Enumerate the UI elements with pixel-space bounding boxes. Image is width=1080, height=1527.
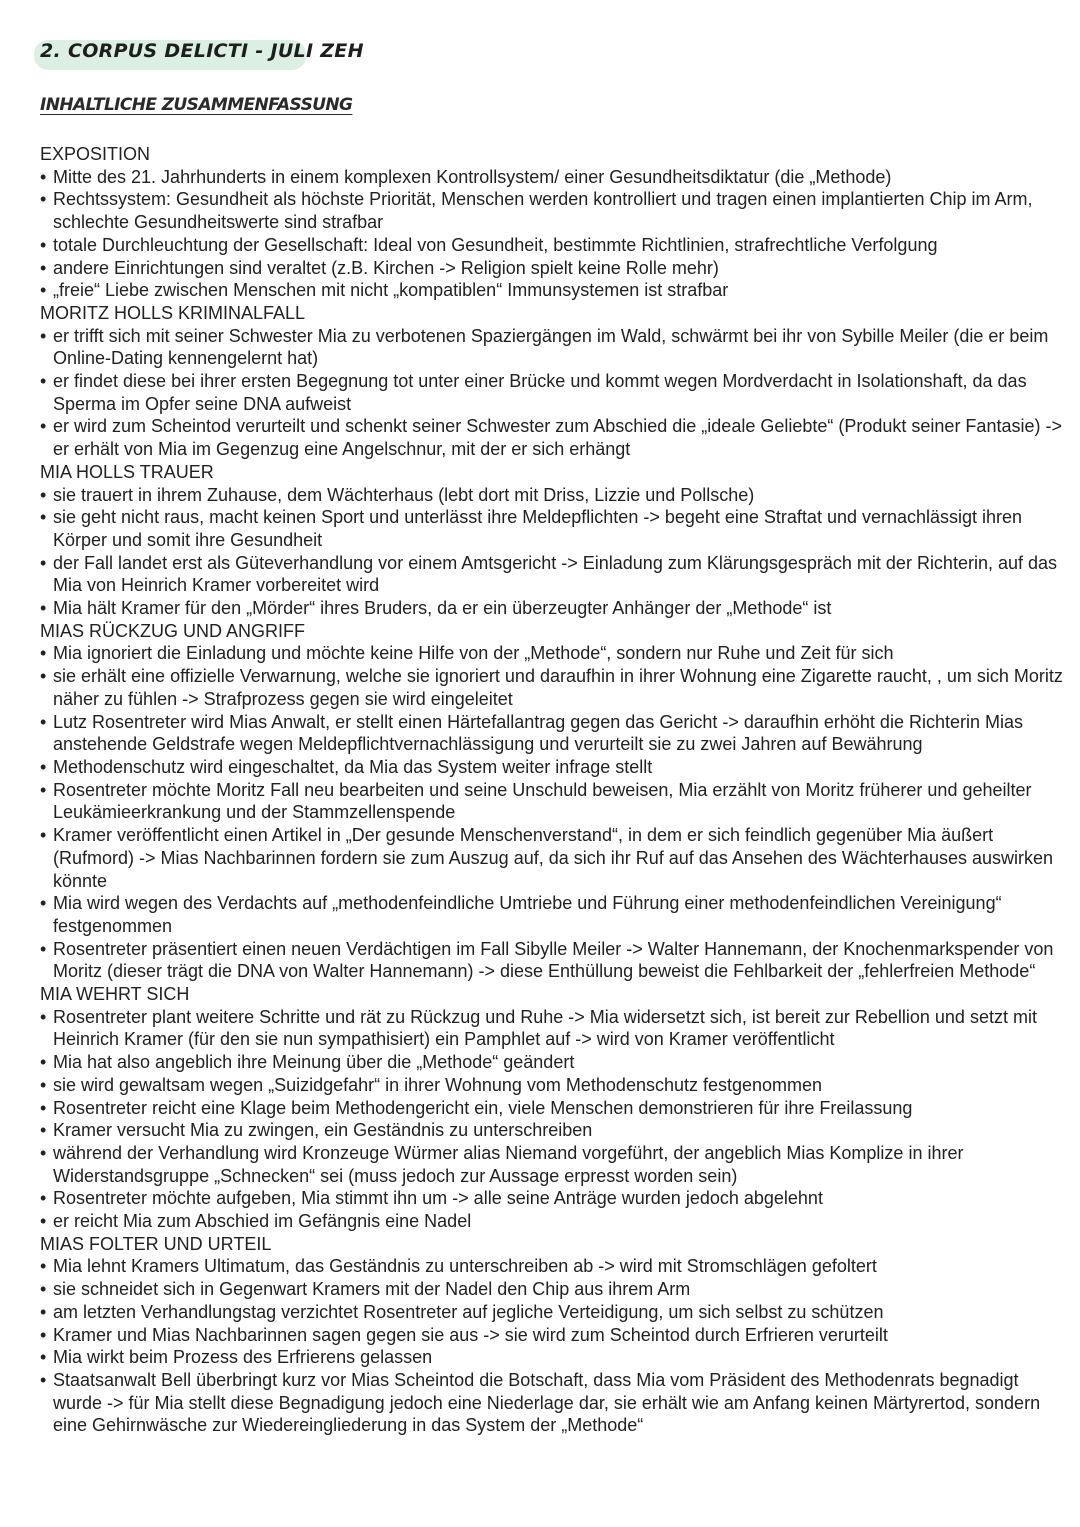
list-item: • Rosentreter plant weitere Schritte und rät zu Rückzug und Ruhe -> Mia widersetzt sich, ist bereit zur Rebellion und setzt mit Heinrich Kramer (für den sie nun sympathisiert) ein Pamphlet auf -> wird von Kramer veröffentlicht bbox=[40, 1006, 1070, 1051]
list-item: • während der Verhandlung wird Kronzeuge Würmer alias Niemand vorgeführt, der angeblich Mias Komplize in ihrer Widerstandsgruppe „Schnecken“ sei (muss jedoch zur Aussage erpresst worden sein) bbox=[40, 1142, 1070, 1187]
list-item: • er wird zum Scheintod verurteilt und schenkt seiner Schwester zum Abschied die „ideale Geliebte“ (Produkt seiner Fantasie) -> er erhält von Mia im Gegenzug eine Angelschnur, mit der er sich erhängt bbox=[40, 415, 1070, 460]
document-title: 2. CORPUS DELICTI - JULI ZEH bbox=[40, 40, 364, 62]
list-item: • er trifft sich mit seiner Schwester Mia zu verbotenen Spaziergängen im Wald, schwärmt bei ihr von Sybille Meiler (die er beim Online-Dating kennengelernt hat) bbox=[40, 325, 1070, 370]
list-item: • Kramer veröffentlicht einen Artikel in „Der gesunde Menschenverstand“, in dem er sich feindlich gegenüber Mia äußert (Rufmord) -> Mias Nachbarinnen fordern sie zum Auszug auf, da sich ihr Ruf auf das Ansehen des Wächterhauses auswirken könnte bbox=[40, 824, 1070, 892]
section-list bbox=[40, 1006, 1070, 1233]
list-item: • sie schneidet sich in Gegenwart Kramers mit der Nadel den Chip aus ihrem Arm bbox=[40, 1278, 1070, 1301]
list-item: • Rosentreter reicht eine Klage beim Methodengericht ein, viele Menschen demonstrieren für ihre Freilassung bbox=[40, 1097, 1070, 1120]
section-list bbox=[40, 166, 1070, 302]
list-item: • der Fall landet erst als Güteverhandlung vor einem Amtsgericht -> Einladung zum Klärungsgespräch mit der Richterin, auf das Mia von Heinrich Kramer vorbereitet wird bbox=[40, 552, 1070, 597]
summary-content bbox=[40, 143, 1070, 1437]
list-item: • Mia wirkt beim Prozess des Erfrierens gelassen bbox=[40, 1346, 1070, 1369]
list-item: • Staatsanwalt Bell überbringt kurz vor Mias Scheintod die Botschaft, dass Mia vom Präsident des Methodenrats begnadigt wurde -> für Mia stellt diese Begnadigung jedoch eine Niederlage dar, sie erhält wie am Anfang keinen Märtyrertod, sondern eine Gehirnwäsche zur Wiedereingliederung in das System der „Methode“ bbox=[40, 1369, 1070, 1437]
list-item: • Mia hat also angeblich ihre Meinung über die „Methode“ geändert bbox=[40, 1051, 1070, 1074]
list-item: • Kramer versucht Mia zu zwingen, ein Geständnis zu unterschreiben bbox=[40, 1119, 1070, 1142]
list-item: • sie trauert in ihrem Zuhause, dem Wächterhaus (lebt dort mit Driss, Lizzie und Pollsche) bbox=[40, 484, 1070, 507]
section-heading: MIAS FOLTER UND URTEIL bbox=[40, 1233, 272, 1254]
list-item: • am letzten Verhandlungstag verzichtet Rosentreter auf jegliche Verteidigung, um sich selbst zu schützen bbox=[40, 1301, 1070, 1324]
list-item: • andere Einrichtungen sind veraltet (z.B. Kirchen -> Religion spielt keine Rolle mehr) bbox=[40, 257, 1070, 280]
list-item: • sie erhält eine offizielle Verwarnung, welche sie ignoriert und daraufhin in ihrer Wohnung eine Zigarette raucht, , um sich Moritz näher zu fühlen -> Strafprozess gegen sie wird eingeleitet bbox=[40, 665, 1070, 710]
list-item: • „freie“ Liebe zwischen Menschen mit nicht „kompatiblen“ Immunsystemen ist strafbar bbox=[40, 279, 1070, 302]
list-item: • sie geht nicht raus, macht keinen Sport und unterlässt ihre Meldepflichten -> begeht eine Straftat und vernachlässigt ihren Körper und somit ihre Gesundheit bbox=[40, 506, 1070, 551]
title-block bbox=[34, 36, 364, 66]
list-item: • Rosentreter präsentiert einen neuen Verdächtigen im Fall Sibylle Meiler -> Walter Hannemann, der Knochenmarkspender von Moritz (dieser trägt die DNA von Walter Hannemann) -> diese Enthüllung beweist die Fehlbarkeit der „fehlerfreien Methode“ bbox=[40, 938, 1070, 983]
list-item: • Rosentreter möchte aufgeben, Mia stimmt ihn um -> alle seine Anträge wurden jedoch abgelehnt bbox=[40, 1187, 1070, 1210]
section-heading: MIA WEHRT SICH bbox=[40, 984, 190, 1005]
section-heading: EXPOSITION bbox=[40, 144, 151, 164]
list-item: • Lutz Rosentreter wird Mias Anwalt, er stellt einen Härtefallantrag gegen das Gericht -> daraufhin erhöht die Richterin Mias anstehende Geldstrafe wegen Meldepflichtvernachlässigung und verurteilt sie zu zwei Jahren auf Bewährung bbox=[40, 711, 1070, 756]
section-list bbox=[40, 325, 1070, 461]
list-item: • Methodenschutz wird eingeschaltet, da Mia das System weiter infrage stellt bbox=[40, 756, 1070, 779]
list-item: • Rechtssystem: Gesundheit als höchste Priorität, Menschen werden kontrolliert und tragen einen implantierten Chip im Arm, schlechte Gesundheitswerte sind strafbar bbox=[40, 188, 1070, 233]
list-item: • er reicht Mia zum Abschied im Gefängnis eine Nadel bbox=[40, 1210, 1070, 1233]
list-item: • Mia ignoriert die Einladung und möchte keine Hilfe von der „Methode“, sondern nur Ruhe und Zeit für sich bbox=[40, 642, 1070, 665]
section-list bbox=[40, 484, 1070, 620]
list-item: • Rosentreter möchte Moritz Fall neu bearbeiten und seine Unschuld beweisen, Mia erzählt von Moritz früherer und geheilter Leukämieerkrankung und der Stammzellenspende bbox=[40, 779, 1070, 824]
list-item: • Kramer und Mias Nachbarinnen sagen gegen sie aus -> sie wird zum Scheintod durch Erfrieren verurteilt bbox=[40, 1324, 1070, 1347]
section-heading: MORITZ HOLLS KRIMINALFALL bbox=[40, 302, 306, 323]
list-item: • Mia wird wegen des Verdachts auf „methodenfeindliche Umtriebe und Führung einer methodenfeindlichen Vereinigung“ festgenommen bbox=[40, 892, 1070, 937]
list-item: • Mia lehnt Kramers Ultimatum, das Geständnis zu unterschreiben ab -> wird mit Stromschlägen gefoltert bbox=[40, 1255, 1070, 1278]
list-item: • er findet diese bei ihrer ersten Begegnung tot unter einer Brücke und kommt wegen Mordverdacht in Isolationshaft, da das Sperma im Opfer seine DNA aufweist bbox=[40, 370, 1070, 415]
list-item: • Mia hält Kramer für den „Mörder“ ihres Bruders, da er ein überzeugter Anhänger der „Methode“ ist bbox=[40, 597, 1070, 620]
document-subtitle: INHALTLICHE ZUSAMMENFASSUNG bbox=[40, 95, 353, 115]
section-list bbox=[40, 642, 1070, 983]
list-item: • totale Durchleuchtung der Gesellschaft: Ideal von Gesundheit, bestimmte Richtlinien, strafrechtliche Verfolgung bbox=[40, 234, 1070, 257]
section-heading: MIAS RÜCKZUG UND ANGRIFF bbox=[40, 620, 306, 641]
list-item: • sie wird gewaltsam wegen „Suizidgefahr“ in ihrer Wohnung vom Methodenschutz festgenommen bbox=[40, 1074, 1070, 1097]
list-item: • Mitte des 21. Jahrhunderts in einem komplexen Kontrollsystem/ einer Gesundheitsdiktatur (die „Methode) bbox=[40, 166, 1070, 189]
section-list bbox=[40, 1255, 1070, 1437]
section-heading: MIA HOLLS TRAUER bbox=[40, 461, 214, 482]
